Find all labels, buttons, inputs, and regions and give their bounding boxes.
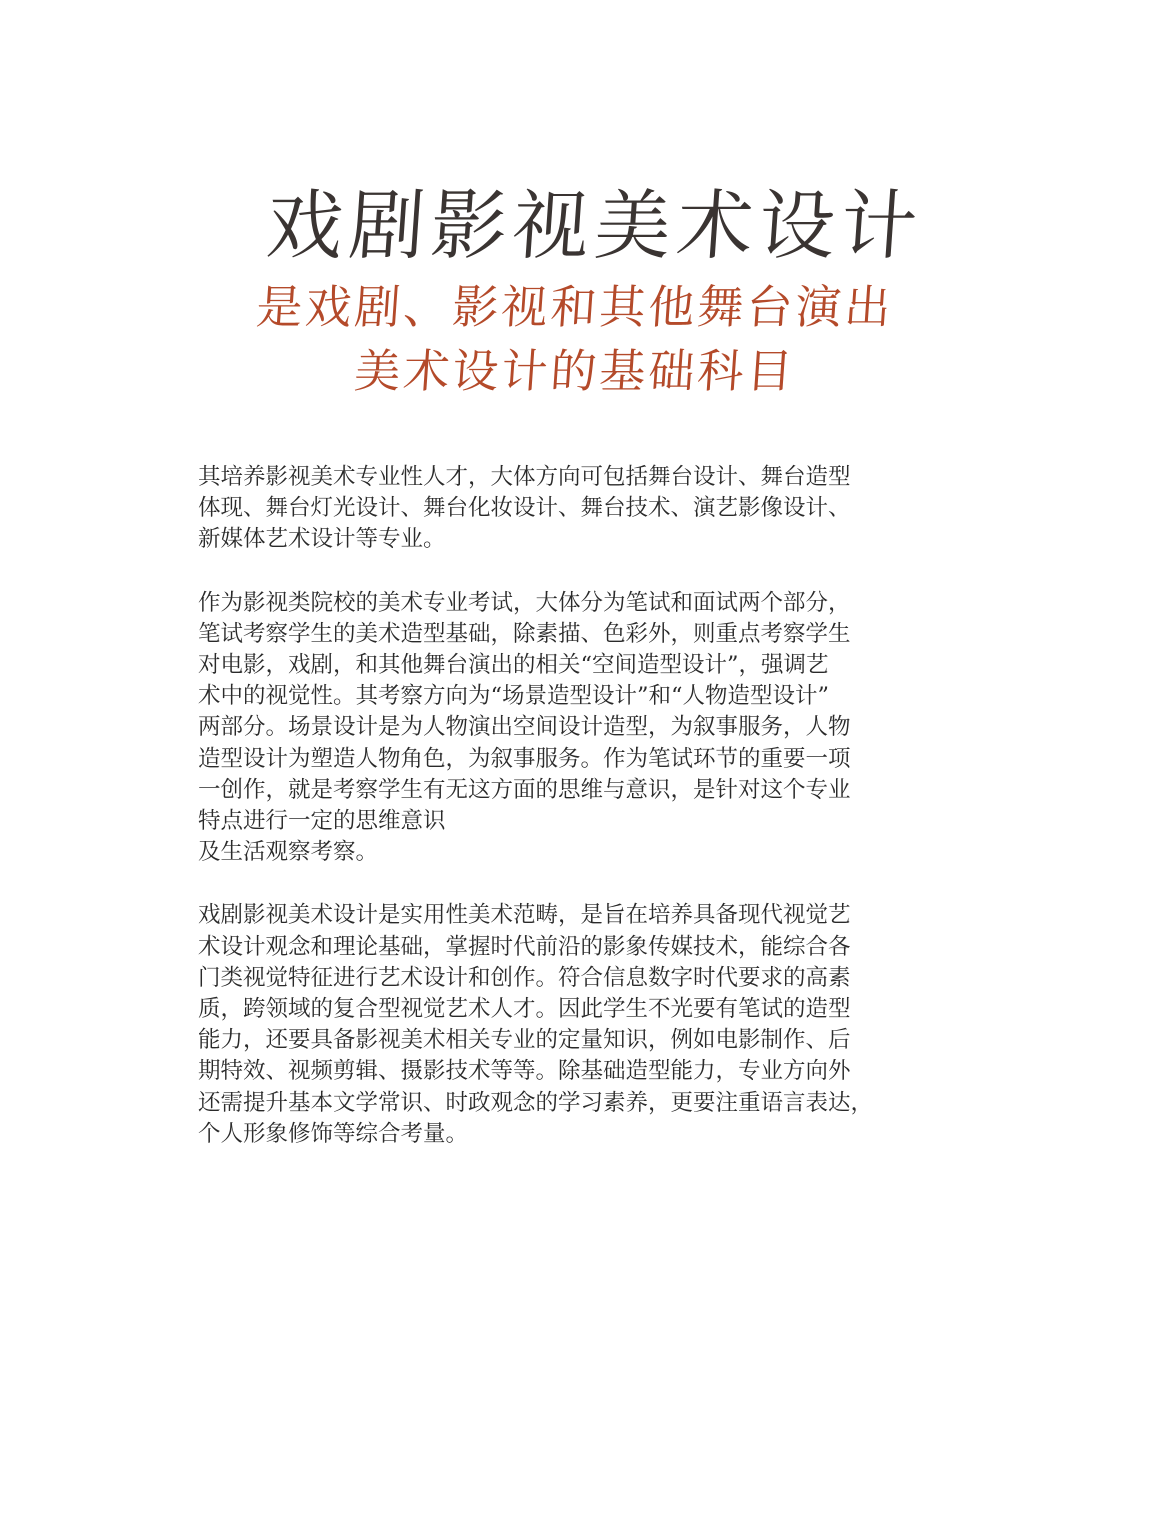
subtitle-line-2: 美术设计的基础科目	[352, 344, 798, 398]
paragraph-intro: 其培养影视美术专业性人才，大体方向可包括舞台设计、舞台造型 体现、舞台灯光设计、舞台化妆设计、舞台技术、演艺影像设计、 新媒体艺术设计等专业。	[198, 464, 851, 553]
page-title: 戏剧影视美术设计	[263, 181, 927, 270]
title-block	[0, 178, 1150, 402]
paragraph-exam: 作为影视类院校的美术专业考试，大体分为笔试和面试两个部分， 笔试考察学生的美术造型基础，除素描、色彩外，则重点考察学生 对电影，戏剧，和其他舞台演出的相关“空间造型设计”，强调艺 术中的视觉性。其考察方向为“场景造型设计”和“人物造型设计” 两部分。场景设计是为人物演出空间设计造型，为叙事服务，人物 造型设计为塑造人物角色，为叙事服务。作为笔试环节的重要一项 一创作，就是考察学生有无这方面的思维与意识，是针对这个专业 特点进行一定的思维意识 及生活观察考察。	[198, 589, 851, 866]
paragraph-discipline: 戏剧影视美术设计是实用性美术范畴，是旨在培养具备现代视觉艺 术设计观念和理论基础，掌握时代前沿的影象传媒技术，能综合各 门类视觉特征进行艺术设计和创作。符合信息数字时代要求的高素 质，跨领域的复合型视觉艺术人才。因此学生不光要有笔试的造型 能力，还要具备影视美术相关专业的定量知识，例如电影制作、后 期特效、视频剪辑、摄影技术等等。除基础造型能力，专业方向外 还需提升基本文学常识、时政观念的学习素养，更要注重语言表达， 个人形象修饰等综合考量。	[198, 902, 874, 1147]
subtitle-line-1: 是戏剧、影视和其他舞台演出	[254, 280, 896, 334]
body-text	[198, 462, 988, 1182]
